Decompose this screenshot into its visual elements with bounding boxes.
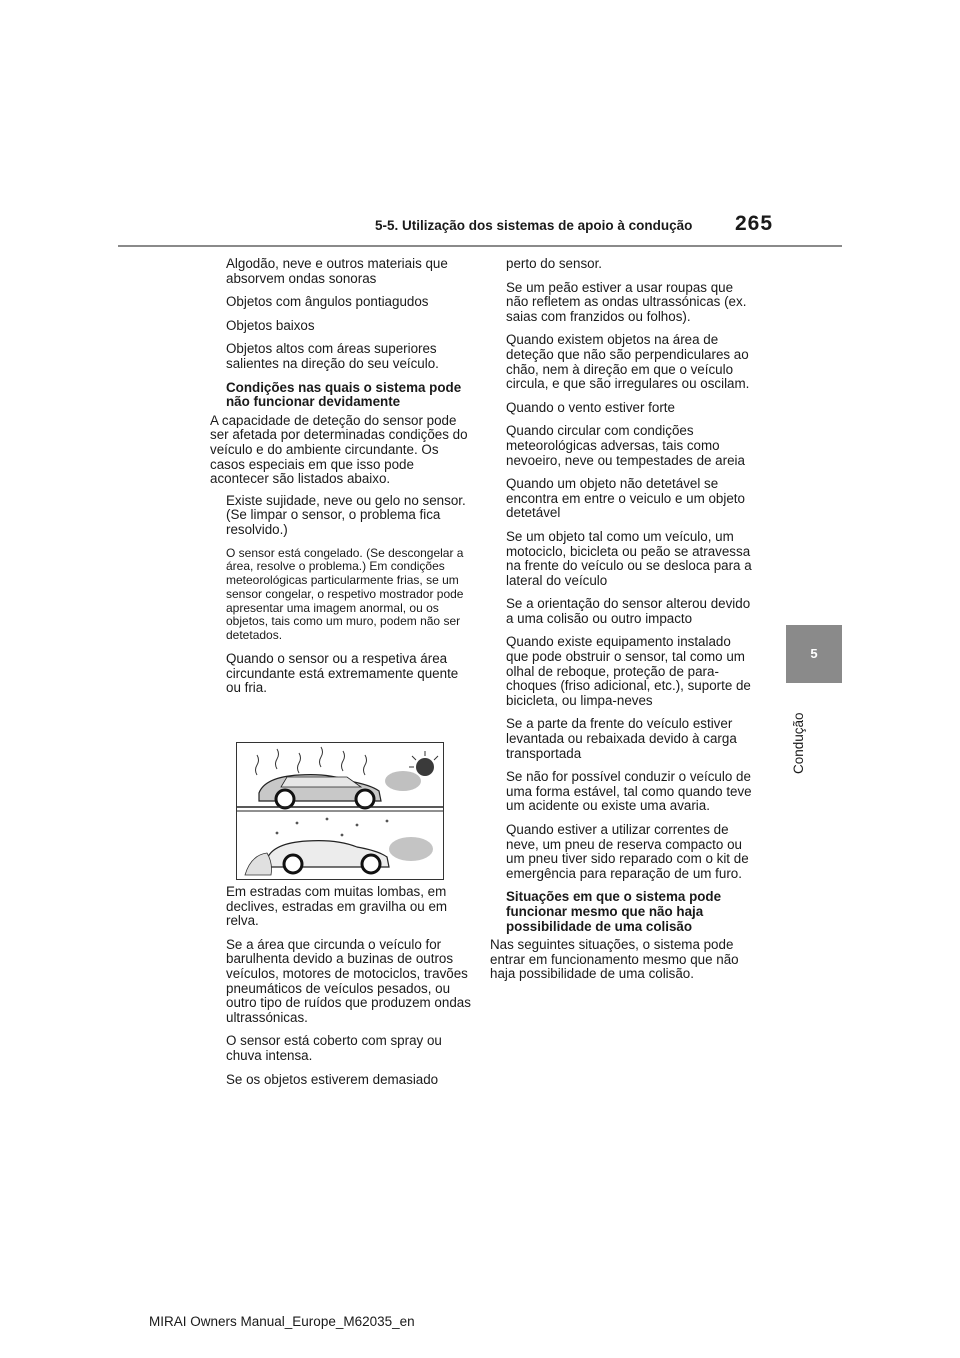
header-rule <box>118 245 842 247</box>
list-item: perto do sensor. <box>506 256 603 271</box>
section-title: 5-5. Utilização dos sistemas de apoio à condução <box>375 218 693 233</box>
list-item: Objetos baixos <box>226 317 315 333</box>
list-item: Quando o sensor ou a respetiva área circundante está extremamente quente ou fria. <box>226 651 459 696</box>
chapter-label <box>787 690 817 780</box>
right-column <box>490 257 756 991</box>
list-item: Quando existem objetos na área de deteção que não são perpendiculares ao chão, nem à direção em que o veículo circula, e que são irregulares ou oscilam. <box>506 332 750 392</box>
list-item: Quando estiver a utilizar correntes de neve, um pneu de reserva compacto ou um pneu tiver sido reparado com o kit de emergência para reparação de um furo. <box>506 822 749 881</box>
list-item: Existe sujidade, neve ou gelo no sensor. (Se limpar o sensor, o problema fica resolvido.) <box>226 492 466 537</box>
list-item: Objetos altos com áreas superiores salientes na direção do seu veículo. <box>226 341 439 371</box>
left-column <box>210 257 472 705</box>
list-item: Quando circular com condições meteorológicas adversas, tais como nevoeiro, neve ou tempestades de areia <box>506 423 745 468</box>
illustration <box>236 742 444 880</box>
list-item: Se um objeto tal como um veículo, um motociclo, bicicleta ou peão se atravessa na frente do veículo ou se desloca para a lateral do veículo <box>506 528 752 588</box>
page-number: 265 <box>735 212 774 235</box>
list-item: Se um peão estiver a usar roupas que não refletem as ondas ultrassónicas (ex. saias com franzidos ou folhos). <box>506 279 747 324</box>
list-item: Se os objetos estiverem demasiado <box>226 1071 439 1087</box>
list-item: Se a orientação do sensor alterou devido a uma colisão ou outro impacto <box>506 596 751 626</box>
car-sensor-illustration <box>237 743 443 879</box>
list-item: Em estradas com muitas lombas, em declives, estradas em gravilha ou em relva. <box>226 884 448 929</box>
chapter-number: 5 <box>810 646 818 661</box>
list-item: Se a parte da frente do veículo estiver levantada ou rebaixada devido à carga transportada <box>506 716 737 761</box>
list-item: Objetos com ângulos pontiagudos <box>226 294 429 310</box>
note-text: O sensor está congelado. (Se descongelar a área, resolve o problema.) Em condições meteorológicas particularmente frias, se um sensor congelar, o respetivo mostrador pode apresentar uma imagem anormal, ou os objetos, tais como um muro, podem não ser detetados. <box>226 545 464 643</box>
list-item: Quando existe equipamento instalado que pode obstruir o sensor, tal como um olhal de reboque, proteção de para-choques (friso adicional, etc.), suporte de bicicleta, ou limpa-neves <box>506 634 751 708</box>
list-item: O sensor está coberto com spray ou chuva intensa. <box>226 1033 442 1063</box>
list-item: Se não for possível conduzir o veículo de uma forma estável, tal como quando teve um acidente ou existe uma avaria. <box>506 769 752 814</box>
chapter-tab <box>786 625 842 683</box>
list-item: Algodão, neve e outros materiais que absorvem ondas sonoras <box>226 256 448 286</box>
chapter-label-text: Condução <box>791 712 806 774</box>
intro-text: Nas seguintes situações, o sistema pode entrar em funcionamento mesmo que não haja possibilidade de uma colisão. <box>490 937 739 982</box>
intro-text: A capacidade de deteção do sensor pode ser afetada por determinadas condições do veículo e do ambiente circundante. Os casos especiais em que isso pode acontecer são listados abaixo. <box>210 412 468 487</box>
footer-text: MIRAI Owners Manual_Europe_M62035_en <box>149 1314 415 1329</box>
section-heading: Condições nas quais o sistema pode não funcionar devidamente <box>226 379 462 410</box>
section-heading: Situações em que o sistema pode funcionar mesmo que não haja possibilidade de uma colisão <box>506 889 722 934</box>
list-item: Quando um objeto não detetável se encontra em entre o veiculo e um objeto detetável <box>506 476 745 521</box>
list-item: Se a área que circunda o veículo for barulhenta devido a buzinas de outros veículos, motores de motociclos, travões pneumáticos de veículos pesados, ou outro tipo de ruídos que produzem ondas ultrassónicas. <box>226 936 471 1025</box>
left-column-continued <box>210 885 472 1096</box>
list-item: Quando o vento estiver forte <box>506 399 675 415</box>
